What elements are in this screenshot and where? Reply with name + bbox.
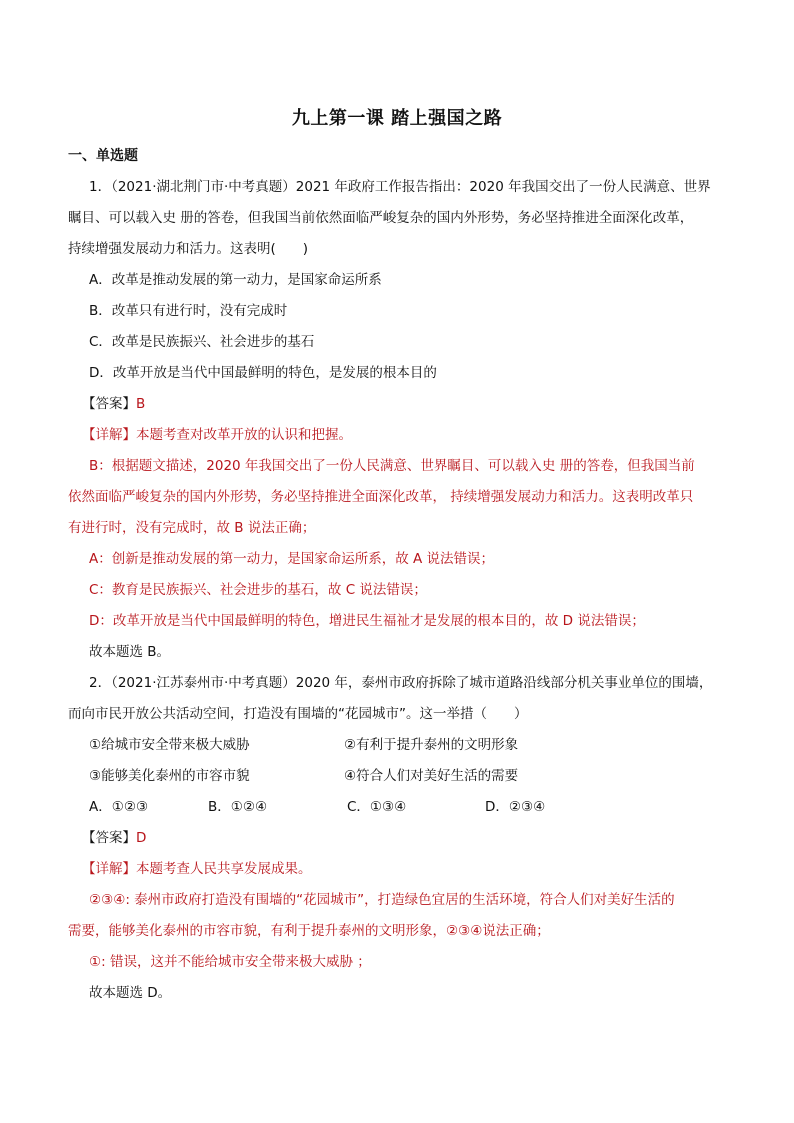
detail-text: 需要，能够美化泰州的市容市貌，有利于提升泰州的文明形象，: [68, 923, 446, 939]
q1-option-a: A．改革是推动发展的第一动力，是国家命运所系: [89, 272, 382, 288]
detail-intro-text: 本题考查人民共享发展成果。: [136, 861, 312, 877]
q2-choice-a: A．①②③: [89, 799, 149, 815]
q1-detail-line: C：教育是民族振兴、社会进步的基石，故 C 说法错误；: [89, 582, 427, 598]
q1-stem-line: 持续增强发展动力和活力。这表明( ): [68, 241, 309, 257]
q1-answer: [82, 394, 744, 414]
q2-choice-c: C．①③④: [347, 799, 407, 815]
answer-value: B: [136, 396, 146, 412]
detail-label: 【详解】: [82, 861, 136, 877]
q2-conclusion: 故本题选 D。: [89, 985, 172, 1001]
page-title: 九上第一课 踏上强国之路: [291, 108, 503, 129]
q2-stem-line: 2．（2021·江苏泰州市·中考真题）2020 年，泰州市政府拆除了城市道路沿线部分机关事业单位的围墙，: [89, 675, 713, 691]
q2-statement-1: ①给城市安全带来极大威胁: [89, 737, 250, 753]
q1-stem-line: 瞩目、可以载入史 册的答卷，但我国当前依然面临严峻复杂的国内外形势，务必坚持推进全面深化改革，: [68, 210, 694, 226]
answer-label: 【答案】: [82, 396, 136, 412]
q2-detail-line: [68, 921, 730, 941]
q1-option-d: D．改革开放是当代中国最鲜明的特色，是发展的根本目的: [89, 365, 437, 381]
q1-detail-line: 有进行时，没有完成时，故 B 说法正确；: [68, 520, 316, 536]
q2-statement-4: ④符合人们对美好生活的需要: [344, 768, 519, 784]
q1-detail-line: B：根据题文描述，2020 年我国交出了一份人民满意、世界瞩目、可以载入史 册的答卷，但我国当前: [89, 458, 695, 474]
q1-detail-intro: [82, 425, 744, 445]
answer-value: D: [136, 830, 147, 846]
circled-numbers: ①: [89, 954, 102, 970]
q2-detail-line: [89, 952, 729, 972]
q1-detail-line: D：改革开放是当代中国最鲜明的特色，增进民生福祉才是发展的根本目的，故 D 说法错误；: [89, 613, 645, 629]
detail-label: 【详解】: [82, 427, 136, 443]
q1-detail-line: A：创新是推动发展的第一动力，是国家命运所系，故 A 说法错误；: [89, 551, 495, 567]
q1-detail-line: 依然面临严峻复杂的国内外形势，务必坚持推进全面深化改革， 持续增强发展动力和活力。这表明改革只: [68, 489, 694, 505]
q1-conclusion: 故本题选 B。: [89, 644, 171, 660]
q2-statement-2: ②有利于提升泰州的文明形象: [344, 737, 519, 753]
detail-text: : 错误，这并不能给城市安全带来极大威胁 ；: [101, 954, 371, 970]
answer-label: 【答案】: [82, 830, 136, 846]
q2-choice-b: B．①②④: [208, 799, 268, 815]
q2-choice-d: D．②③④: [485, 799, 546, 815]
q1-stem-line: 1．（2021·湖北荆门市·中考真题）2021 年政府工作报告指出：2020 年我国交出了一份人民满意、世界: [89, 179, 711, 195]
q2-stem-line: 而向市民开放公共活动空间，打造没有围墙的“花园城市”。这一举措（ ）: [68, 706, 528, 722]
detail-text: 说法正确；: [482, 923, 550, 939]
q2-answer: [82, 828, 744, 848]
q2-statement-3: ③能够美化泰州的市容市貌: [89, 768, 250, 784]
q1-option-b: B．改革只有进行时，没有完成时: [89, 303, 288, 319]
circled-numbers: ②③④: [89, 892, 126, 908]
q2-detail-line: [89, 890, 729, 910]
circled-numbers: ②③④: [446, 923, 483, 939]
q1-option-c: C．改革是民族振兴、社会进步的基石: [89, 334, 315, 350]
section-heading: 一、单选题: [68, 148, 138, 164]
detail-text: : 泰州市政府打造没有围墙的“花园城市”，打造绿色宜居的生活环境，符合人们对美好生活的: [125, 892, 675, 908]
q2-detail-intro: [82, 859, 744, 879]
detail-intro-text: 本题考查对改革开放的认识和把握。: [136, 427, 352, 443]
